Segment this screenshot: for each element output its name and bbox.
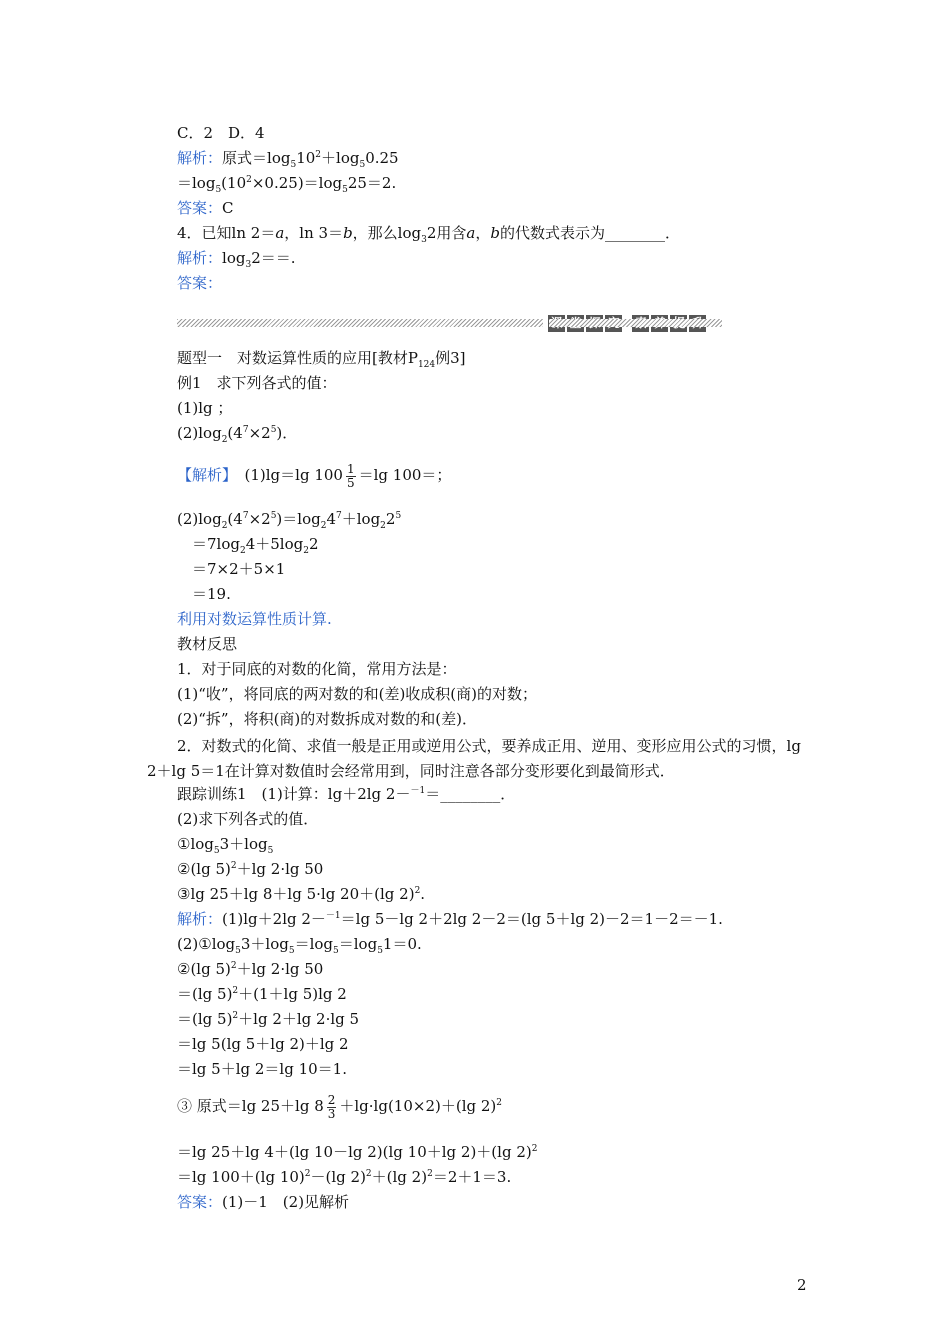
math-text: (10 [221, 174, 247, 192]
math-text: ＝(lg 5) [177, 1010, 233, 1028]
math-text: 4＋5log [245, 535, 304, 553]
math-text: ＋lg 2·lg 50 [236, 960, 324, 978]
math-text: (1)lg＋2lg 2－ [222, 910, 326, 928]
math-text: 的代数式表示为________． [499, 224, 680, 242]
superscript: 2 [427, 1169, 433, 1179]
exercise-item [177, 834, 273, 854]
math-text: ＋(lg 2) [371, 1168, 428, 1186]
math-text: ，那么log [352, 224, 422, 242]
math-text: ＝lg 100＝； [358, 466, 452, 484]
question-4 [177, 223, 680, 243]
subscript: 2 [303, 546, 309, 556]
math-text: (4 [227, 424, 243, 442]
math-var: a [466, 224, 476, 242]
reflection-item: 1．对于同底的对数的化简，常用方法是： [177, 660, 457, 678]
exercise-part: (2)求下列各式的值． [177, 810, 319, 828]
math-text: ＝2＋1＝3. [432, 1168, 512, 1186]
solution-line: ＝7×2＋5×1 [177, 560, 286, 578]
math-text: 3＋log [219, 835, 268, 853]
answer-value: (1)－1 (2)见解析 [222, 1193, 350, 1211]
fraction [346, 463, 356, 490]
superscript: 2 [531, 1144, 538, 1154]
math-text: ， [475, 224, 491, 242]
subscript: 2 [380, 521, 386, 531]
superscript: 7 [242, 511, 249, 521]
subscript: 2 [239, 546, 246, 556]
heading-text: 例3] [435, 349, 466, 367]
example-part: (1)lg ； [177, 399, 233, 417]
numerator: 1 [346, 461, 355, 476]
exercise-item [177, 884, 425, 904]
math-text: 25＝2. [347, 174, 397, 192]
math-text: 2 [308, 535, 319, 553]
math-text: 2＝＝. [251, 249, 296, 267]
answer-line [177, 1192, 349, 1212]
math-text: 原式＝log [222, 149, 291, 167]
subscript: 5 [333, 946, 339, 956]
math-text: (2)①log [177, 935, 236, 953]
answer-label: 答案： [177, 199, 223, 217]
numerator: 2 [327, 1092, 336, 1107]
solution-line [177, 909, 723, 929]
subscript: 5 [235, 946, 241, 956]
solution-line [177, 984, 347, 1004]
superscript: 2 [496, 1098, 502, 1108]
superscript: －1 [325, 911, 341, 921]
superscript: 2 [365, 1169, 372, 1179]
math-text: (2)log [177, 424, 222, 442]
denominator: 5 [346, 475, 355, 490]
superscript: 2 [230, 961, 237, 971]
option-line: C．2 D．4 [177, 124, 265, 142]
math-var: a [275, 224, 285, 242]
solution-label: 解析： [177, 149, 223, 167]
subscript: 3 [421, 235, 427, 245]
subscript: 5 [290, 160, 297, 170]
superscript: 2 [246, 175, 252, 185]
math-text: ＝(lg 5) [177, 985, 233, 1003]
solution-line: ＝lg 5＋lg 2＝lg 10＝1. [177, 1060, 347, 1078]
math-text: ＝lg 25＋lg 4＋(lg 10－lg 2)(lg 10＋lg 2)＋(lg 2) [177, 1143, 532, 1161]
denominator: 3 [327, 1106, 336, 1121]
answer-label: 答案： [177, 1193, 223, 1211]
solution-line [177, 1009, 359, 1029]
math-text: ②(lg 5) [177, 860, 231, 878]
superscript: 5 [270, 511, 277, 521]
math-text: ＋lg·lg(10×2)＋(lg 2) [339, 1097, 497, 1115]
solution-line [177, 934, 422, 954]
math-text: 2用含 [426, 224, 467, 242]
solution-line [177, 1167, 511, 1187]
solution-label: 【解析】 [177, 466, 230, 484]
math-text: ＝________． [425, 785, 516, 803]
superscript: 5 [270, 425, 277, 435]
reflection-item: (1)“收”，将同底的两对数的和(差)收成积(商)的对数； [177, 685, 537, 703]
math-text: 1＝0. [382, 935, 422, 953]
example-part [177, 423, 297, 443]
math-text: )． [276, 424, 298, 442]
math-var: b [343, 224, 353, 242]
fraction [327, 1094, 337, 1121]
math-text: ×2 [248, 510, 271, 528]
math-text: ＝log [294, 935, 334, 953]
math-text: ＝log [338, 935, 378, 953]
superscript: 2 [315, 150, 322, 160]
answer-line [177, 273, 222, 293]
subscript: 3 [245, 260, 252, 270]
example-title: 例1 求下列各式的值： [177, 374, 337, 392]
reflection-heading: 教材反思 [177, 635, 238, 653]
exercise-title [177, 784, 515, 804]
superscript: 7 [242, 425, 249, 435]
math-text: (1)lg＝lg 100 [229, 466, 343, 484]
solution-line: ＝19. [177, 585, 231, 603]
math-text: . [420, 885, 426, 903]
math-text: 0.25 [365, 149, 399, 167]
math-text: ＋(1＋lg 5)lg 2 [238, 985, 347, 1003]
superscript: －1 [410, 786, 426, 796]
answer-label: 答案： [177, 274, 223, 292]
subscript: 5 [377, 946, 383, 956]
math-text: ，ln 3＝ [284, 224, 344, 242]
math-text: 4 [326, 510, 336, 528]
math-text: ＝lg 5－lg 2＋2lg 2－2＝(lg 5＋lg 2)－2＝1－2＝－1. [340, 910, 723, 928]
math-text: ＋log [321, 149, 360, 167]
superscript: 2 [414, 886, 421, 896]
solution-line [177, 1142, 537, 1162]
math-text: ×0.25)＝log [251, 174, 343, 192]
subscript: 5 [215, 185, 222, 195]
math-text: ＋lg 2＋lg 2·lg 5 [238, 1010, 360, 1028]
answer-line [177, 198, 234, 218]
math-text: ＝7log [177, 535, 240, 553]
subscript: 5 [342, 185, 348, 195]
math-text: 3＋log [240, 935, 289, 953]
solution-line [177, 173, 396, 193]
superscript: 2 [230, 861, 237, 871]
banner-stripe-right [549, 319, 722, 327]
math-text: 10 [296, 149, 316, 167]
solution-label: 解析： [177, 249, 223, 267]
topic-heading [177, 348, 466, 368]
solution-line [177, 1093, 502, 1121]
math-text: (2)log [177, 510, 222, 528]
solution-line: ＝lg 5(lg 5＋lg 2)＋lg 2 [177, 1035, 349, 1053]
heading-text: 题型一 对数运算性质的应用[教材P [177, 349, 418, 367]
superscript: 2 [232, 1011, 239, 1021]
reflection-item: (2)“拆”，将积(商)的对数拆成对数的和(差)． [177, 710, 477, 728]
subscript: 124 [417, 360, 436, 370]
superscript: 2 [232, 986, 239, 996]
subscript: 5 [213, 846, 220, 856]
subscript: 5 [267, 846, 274, 856]
solution-label: 解析： [177, 910, 223, 928]
math-text: －(lg 2) [310, 1168, 366, 1186]
solution-line [177, 509, 401, 529]
subscript: 5 [359, 160, 366, 170]
answer-value: C [222, 199, 234, 217]
page-number: 2 [797, 1276, 807, 1294]
method-note: 利用对数运算性质计算. [177, 610, 332, 628]
reflection-paragraph: 2．对数式的化简、求值一般是正用或逆用公式，要养成正用、逆用、变形应用公式的习惯，lg 2＋lg 5＝1在计算对数值时会经常用到，同时注意各部分变形要化到最简形式． [147, 737, 801, 780]
math-text: ＝log [177, 174, 216, 192]
math-text: ＋lg 2·lg 50 [236, 860, 324, 878]
superscript: 5 [395, 511, 402, 521]
subscript: 2 [221, 435, 228, 445]
solution-line [177, 534, 319, 554]
exercise-item [177, 859, 323, 879]
math-text: ①log [177, 835, 214, 853]
solution-line [177, 148, 399, 168]
math-text: 2 [385, 510, 396, 528]
subscript: 2 [221, 521, 228, 531]
math-text: (4 [227, 510, 243, 528]
math-text: 4．已知ln 2＝ [177, 224, 276, 242]
math-text: ③lg 25＋lg 8＋lg 5·lg 20＋(lg 2) [177, 885, 415, 903]
math-text: ×2 [248, 424, 271, 442]
solution-line [177, 959, 323, 979]
subscript: 2 [320, 521, 327, 531]
math-text: ＝lg 100＋(lg 10) [177, 1168, 305, 1186]
math-text: ②(lg 5) [177, 960, 231, 978]
solution-line [177, 248, 296, 268]
math-text: ③ 原式＝lg 25＋lg 8 [177, 1097, 324, 1115]
subscript: 5 [288, 946, 295, 956]
math-text: ＋log [341, 510, 381, 528]
math-text: 跟踪训练1 (1)计算：lg＋2lg 2－ [177, 785, 411, 803]
math-var: b [490, 224, 500, 242]
superscript: 7 [336, 511, 342, 521]
solution-line [177, 462, 451, 490]
superscript: 2 [304, 1169, 311, 1179]
math-text: )＝log [276, 510, 321, 528]
banner-stripe-left [177, 319, 543, 327]
math-text: log [222, 249, 246, 267]
